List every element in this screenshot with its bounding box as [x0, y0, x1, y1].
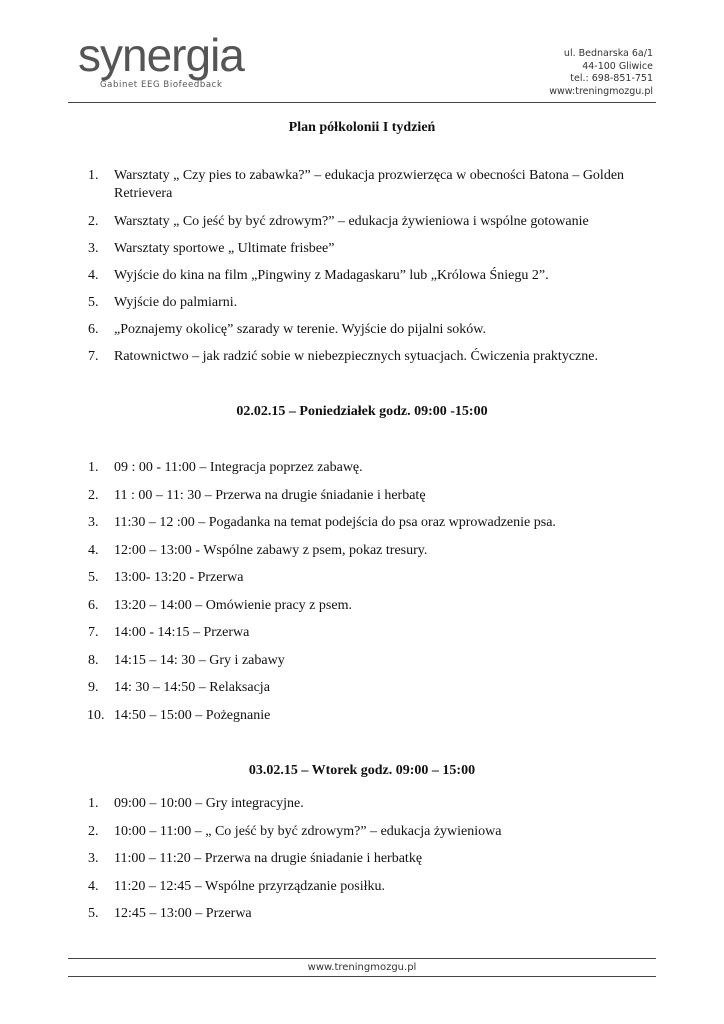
website: www:treningmozgu.pl: [549, 85, 653, 97]
tuesday-title: 03.02.15 – Wtorek godz. 09:00 – 15:00: [248, 763, 476, 778]
list-item: 7. Ratownictwo – jak radzić sobie w niebezpiecznych sytuacjach. Ćwiczenia praktyczne.: [88, 349, 598, 364]
list-item: 3. Warsztaty sportowe „ Ultimate frisbee”: [88, 241, 335, 256]
footer-divider-bottom: [68, 976, 656, 977]
list-item: 4. 12:00 – 13:00 - Wspólne zabawy z psem, pokaz tresury.: [88, 542, 428, 558]
monday-title: 02.02.15 – Poniedziałek godz. 09:00 -15:00: [236, 404, 488, 419]
header-divider: [68, 102, 656, 103]
phone: tel.: 698-851-751: [570, 73, 653, 84]
footer-divider-top: [68, 958, 656, 959]
list-item: 2. 10:00 – 11:00 – „ Co jeść by być zdrowym?” – edukacja żywieniowa: [88, 823, 502, 839]
footer-website: www.treningmozgu.pl: [307, 962, 417, 973]
list-item: 3. 11:30 – 12 :00 – Pogadanka na temat podejścia do psa oraz wprowadzenie psa.: [88, 515, 556, 530]
list-item: 2. Warsztaty „ Co jeść by być zdrowym?” – edukacja żywieniowa i wspólne gotowanie: [88, 214, 589, 229]
list-item: 1. 09 : 00 - 11:00 – Integracja poprzez zabawę.: [88, 460, 363, 475]
page-header: [0, 0, 724, 104]
list-item: 5. 13:00- 13:20 - Przerwa: [88, 570, 244, 585]
list-item: 5. Wyjście do palmiarni.: [88, 295, 238, 310]
plan-list: [88, 167, 658, 366]
list-item: 4. Wyjście do kina na film „Pingwiny z Madagaskaru” lub „Królowa Śniegu 2”.: [88, 268, 549, 283]
list-item: 7. 14:00 - 14:15 – Przerwa: [88, 625, 250, 640]
logo-subtitle: Gabinet EEG Biofeedback: [100, 80, 223, 90]
synergia-logo: [78, 29, 244, 94]
list-item: 6. „Poznajemy okolicę” szarady w terenie. Wyjście do pijalni soków.: [88, 322, 486, 337]
logo-wordmark: synergia: [78, 29, 244, 81]
list-item: 1. 09:00 – 10:00 – Gry integracyjne.: [88, 796, 304, 811]
list-item: 3. 11:00 – 11:20 – Przerwa na drugie śniadanie i herbatkę: [88, 851, 423, 866]
list-item: 2. 11 : 00 – 11: 30 – Przerwa na drugie śniadanie i herbatę: [88, 487, 426, 503]
list-item: 10. 14:50 – 15:00 – Pożegnanie: [87, 707, 271, 723]
address-line-2: 44-100 Gliwice: [582, 60, 653, 72]
monday-list: [88, 459, 658, 725]
address-line-1: ul. Bednarska 6a/1: [563, 48, 653, 59]
list-item: 1. Warsztaty „ Czy pies to zabawka?” – edukacja prozwierzęca w obecności Batona – Golden Retrievera: [88, 168, 625, 201]
list-item: 6. 13:20 – 14:00 – Omówienie pracy z psem.: [88, 597, 352, 613]
list-item: 5. 12:45 – 13:00 – Przerwa: [88, 906, 252, 921]
list-item: 9. 14: 30 – 14:50 – Relaksacja: [88, 680, 270, 695]
list-item: 4. 11:20 – 12:45 – Wspólne przyrządzanie posiłku.: [88, 878, 385, 894]
plan-title: Plan półkolonii I tydzień: [288, 120, 436, 135]
tuesday-list: [88, 795, 658, 923]
contact-block: [549, 48, 653, 98]
list-item: 8. 14:15 – 14: 30 – Gry i zabawy: [88, 652, 285, 668]
